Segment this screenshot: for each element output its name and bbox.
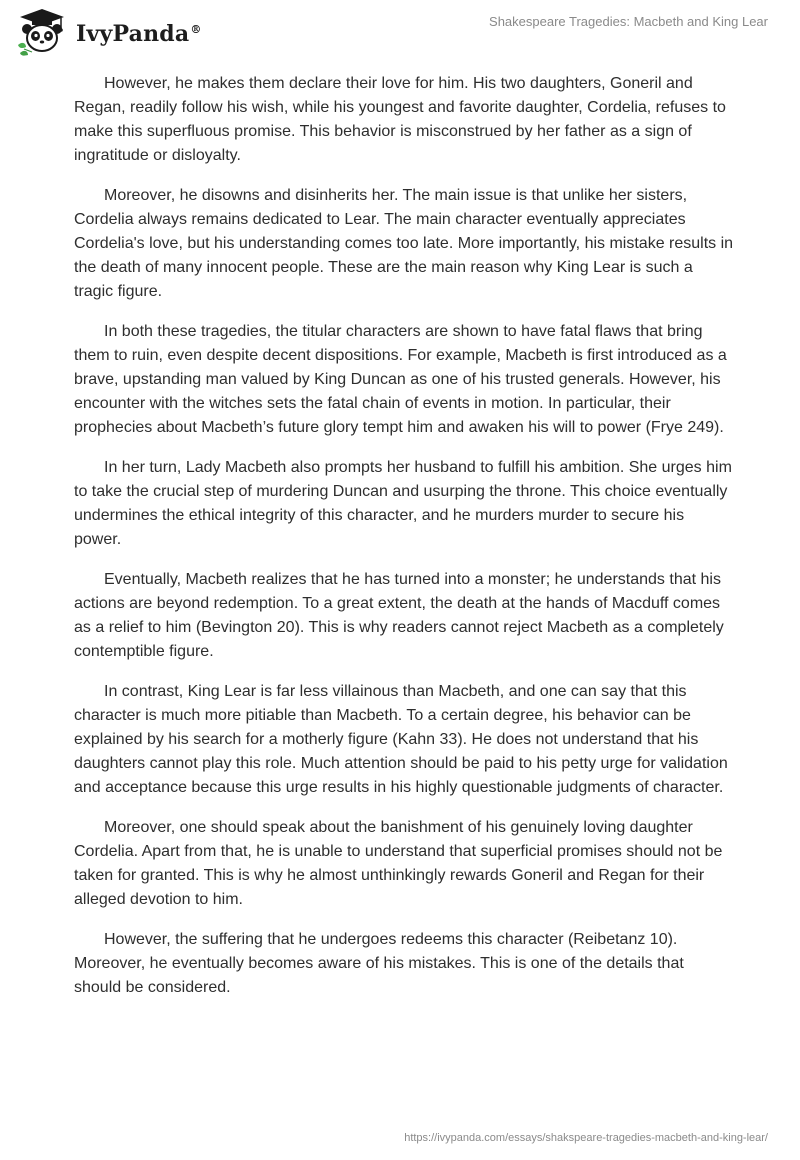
paragraph: Eventually, Macbeth realizes that he has turned into a monster; he understands that his actions are beyond redemption. To a great extent, the death at the hands of Macduff comes as a relief to him (Bevington 20). This is why readers cannot reject Macbeth as a completely contemptible figure. (74, 571, 724, 660)
paragraph: In both these tragedies, the titular characters are shown to have fatal flaws that bring them to ruin, even despite decent dispositions. For example, Macbeth is first introduced as a brave, upstanding man valued by King Duncan as one of his trusted generals. However, his encounter with the witches sets the fatal chain of events in motion. In particular, their prophecies about Macbeth’s future glory tempt him and awaken his will to power (Frye 249). (74, 323, 727, 436)
page-header (0, 0, 800, 62)
paragraph: However, the suffering that he undergoes redeems this character (Reibetanz 10). Moreover, he eventually becomes aware of his mistakes. This is one of the details that should be considered. (74, 931, 684, 996)
paragraph: In contrast, King Lear is far less villainous than Macbeth, and one can say that this character is much more pitiable than Macbeth. To a certain degree, his behavior can be explained by his search for a motherly figure (Kahn 33). He does not understand that his daughters cannot play this role. Much attention should be paid to his petty urge for validation and acceptance because this urge results in his highly questionable judgments of character. (74, 683, 728, 796)
paragraph: In her turn, Lady Macbeth also prompts her husband to fulfill his ambition. She urges him to take the crucial step of murdering Duncan and usurping the throne. This choice eventually undermines the ethical integrity of this character, and he murders murder to secure his power. (74, 459, 732, 548)
paragraph: Moreover, one should speak about the banishment of his genuinely loving daughter Cordelia. Apart from that, he is unable to understand that superficial promises should not be taken for granted. This is why he almost unthinkingly rewards Goneril and Regan for their alleged devotion to him. (74, 819, 723, 908)
panda-graduate-icon (14, 7, 70, 57)
brand-logo[interactable] (14, 7, 214, 57)
brand-name: IvyPanda® (76, 21, 202, 47)
document-title: Shakespeare Tragedies: Macbeth and King Lear (489, 14, 768, 29)
paragraph: Moreover, he disowns and disinherits her. The main issue is that unlike her sisters, Cordelia always remains dedicated to Lear. The main character eventually appreciates Cordelia's love, but his understanding comes too late. More importantly, his mistake results in the death of many innocent people. These are the main reason why King Lear is such a tragic figure. (74, 187, 734, 300)
essay-body (74, 72, 734, 1016)
source-url[interactable]: https://ivypanda.com/essays/shakspeare-tragedies-macbeth-and-king-lear/ (404, 1132, 768, 1144)
paragraph: However, he makes them declare their love for him. His two daughters, Goneril and Regan, readily follow his wish, while his youngest and favorite daughter, Cordelia, refuses to make this superfluous promise. This behavior is misconstrued by her father as a sign of ingratitude or disloyalty. (74, 75, 726, 164)
